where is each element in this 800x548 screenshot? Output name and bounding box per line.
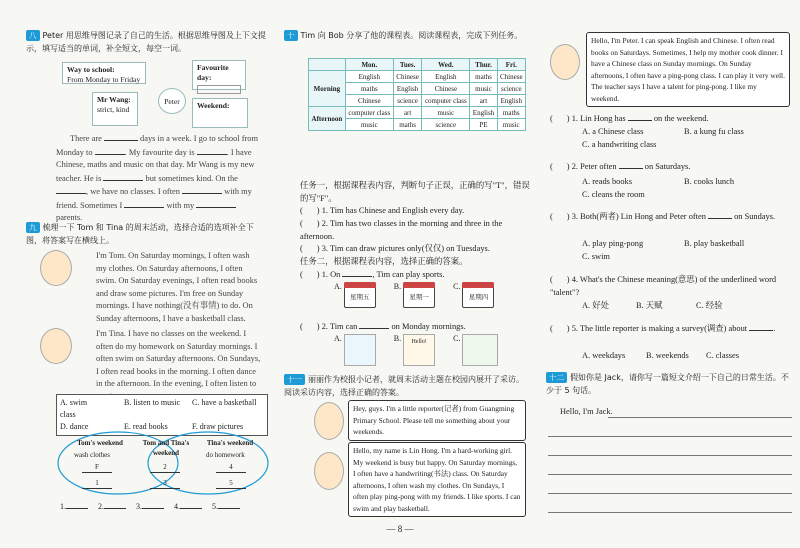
table-row: maths English Chinese music science [309, 83, 526, 95]
t1-q1: ( ) 1. Tim has Chinese and English every day. [300, 206, 465, 215]
peter-avatar [550, 44, 580, 80]
q-4: ( ) 4. What's the Chinese meaning(意思) of the underlined word "talent"? [550, 275, 777, 297]
section-badge: 十一 [284, 374, 305, 385]
section-12-title: 十二 假如你是 Jack，请你写一篇短文介绍一下自己的日常生活。不少于 5 句话。 [546, 373, 789, 395]
column-middle [280, 0, 530, 548]
playground-pic [462, 334, 498, 366]
section-9-title: 九 梳理一下 Tom 和 Tina 的周末活动，选择合适的选项补全下图，将答案写在横线上。 [26, 223, 254, 245]
essay-start: Hello, I'm Jack. [560, 407, 613, 416]
section-10-title: 十 Tim 向 Bob 分享了他的课程表。阅读课程表，完成下列任务。 [284, 30, 530, 43]
mindmap-school-box: Way to school: From Monday to Friday [62, 62, 146, 84]
writing-line[interactable] [548, 474, 792, 475]
t1-q2: ( ) 2. Tim has two classes in the morning and three in the afternoon. [300, 219, 503, 241]
section-8-passage: There are days in a week. I go to school from Monday to . My favourite day is . I have Chinese, maths and music on that day. Mr Wang is my new teacher. He is but sometimes kind. On the , we have no classes. I often with my friend. Sometimes I with my parents. [56, 134, 258, 222]
writing-line[interactable] [548, 512, 792, 513]
hello-pic: Hello! [403, 334, 435, 366]
calendar-icon: 星期五 [344, 282, 376, 308]
painting-pic [344, 334, 376, 366]
section-8-title: 八 Peter 用思维导图记录了自己的生活。根据思维导图及上下文提示，填写适当的单词，补全短文，每空一词。 [26, 31, 266, 53]
q-3: ( ) 3. Both(两者) Lin Hong and Peter often on Sundays. [550, 212, 776, 221]
q-2: ( ) 2. Peter often on Saturdays. [550, 162, 691, 171]
calendar-icon: 星期一 [403, 282, 435, 308]
q-1: ( ) 1. Lin Hong has on the weekend. [550, 114, 709, 123]
table-row: Afternoon computer class art music English maths [309, 107, 526, 119]
options-box: A. swim B. listen to music C. have a basketball class D. dance E. read books F. draw pictures [56, 394, 268, 436]
section-11-title: 十一 丽丽作为校报小记者，就周末活动主题在校园内展开了采访。阅读采访内容，选择正确的答案。 [284, 375, 524, 397]
writing-line[interactable] [608, 417, 792, 418]
task2-text: 任务二，根据课程表内容，选择正确的答案。 [300, 257, 468, 266]
section-badge: 八 [26, 30, 40, 41]
t2-q1-options: A. 星期五 B. 星期一 C. 星期四 [334, 282, 524, 308]
table-row: Morning English Chinese English maths Chinese [309, 71, 526, 83]
mindmap-wang-box: Mr Wang: strict, kind [92, 92, 138, 126]
tina-text: I'm Tina. I have no classes on the weekend. I often do my homework on Saturday mornings. I often swim on Saturday afternoons. On Sundays, I often read books in the morning. I often dance in the afternoon. In the evening, I often listen to [96, 329, 261, 388]
table-row: Chinese science computer class art English [309, 95, 526, 107]
t2-q2: ( ) 2. Tim can on Monday mornings. [300, 322, 466, 331]
answer-line: 1. 2. 3. 4. 5. [60, 500, 272, 514]
section-badge: 十 [284, 30, 298, 41]
page-number: — 8 — [386, 524, 414, 534]
calendar-icon: 星期四 [462, 282, 494, 308]
table-row: Mon. Tues. Wed. Thur. Fri. [309, 59, 526, 71]
t2-q1: ( ) 1. On , Tim can play sports. [300, 270, 445, 279]
writing-line[interactable] [548, 455, 792, 456]
q-4-options: A. 好处 B. 天赋 C. 经验 [582, 301, 723, 310]
q-2-options: A. reads books B. cooks lunch C. cleans the room [582, 177, 735, 199]
lili-avatar [314, 402, 344, 440]
writing-line[interactable] [548, 436, 792, 437]
task1-text: 任务一，根据课程表内容，判断句子正误，正确的写"T"，错误的写"F"。 [300, 181, 530, 203]
t2-q2-options: A. B. Hello! C. [334, 334, 524, 366]
reporter-bubble: Hey, guys. I'm a little reporter(记者) from Guangming Primary School. Please tell me something about your weekends. [348, 400, 526, 441]
mindmap-peter-center: Peter [158, 88, 186, 114]
q-5: ( ) 5. The little reporter is making a survey(调查) about . [550, 324, 776, 333]
tom-text: I'm Tom. On Saturday mornings, I often wash my clothes. On Saturday afternoons, I often swim. On Saturday evenings, I often read books and draw some pictures. I'm free on Sunday mornings. I have nothing(没有事情) to do. On Sunday afternoons, I have a basketball class. [96, 251, 258, 323]
t1-q3: ( ) 3. Tim can draw pictures only(仅仅) on Tuesdays. [300, 244, 490, 253]
section-badge: 十二 [546, 372, 567, 383]
q-1-options: A. a Chinese class B. a kung fu class C. a handwriting class [582, 127, 744, 149]
q-3-options: A. play ping-pong B. play basketball C. swim [582, 239, 745, 261]
q-5-options: A. weekdays B. weekends C. classes [582, 351, 740, 360]
mindmap-favourite-box: Favourite day: [192, 60, 246, 90]
mindmap-weekend-box: Weekend: [192, 98, 248, 128]
table-row: music maths science PE music [309, 119, 526, 131]
peter-bubble: Hello, I'm Peter. I can speak English and Chinese. I often read books on Saturdays. Sometimes, I help my mother cook dinner. I have a Chinese class on Sunday mornings. On Sunday afternoons, I often have a ping-pong class. I can play it very well. The teacher says I have a talent for ping-pong. I like my weekend. [586, 32, 790, 107]
linhong-bubble: Hello, my name is Lin Hong. I'm a hard-working girl. My weekend is busy but happy. On Saturday mornings, I often have a handwriting(书法) class. On Saturday afternoons, I often wash my clothes. On Sundays, I often play ping-pong with my friends. I like sports. I can swim and play basketball. [348, 442, 526, 517]
linhong-avatar [314, 452, 344, 490]
writing-line[interactable] [548, 493, 792, 494]
column-right [538, 0, 800, 548]
column-left: 八 Peter 用思维导图记录了自己的生活。根据思维导图及上下文提示，填写适当的单词，补全短文，每空一词。 Way to school: From Monday to Friday Favourite day: Mr Wang: strict, kind Peter Weekend: There are days in a week. I go to school from Monday to . My favourite day is . I have Chinese, maths and music on that day. Mr Wang is my new teacher. He is but sometimes kind. On the , we have no classes. I often with my friend. Sometimes I with my parents. 九 梳理一下 Tom 和 Tina 的周末活动，选择合适的选项补全下图，将答案写在横线上。 I'm Tom. On Saturday mornings, I often wash my clothes. On Saturday afternoons, I often swim. On Saturday evenings, I often read books and draw some pictures. I'm free on Sunday mornings. I have nothing(没有事情) to do. On Sunday afternoons, I have a basketball class. I'm Tina. I have no classes on the weekend. I often do my homework on Saturday mornings. I often swim on Saturday afternoons. On Sundays, I often read books in the morning. I often dance in the afternoon. In the evening, I often listen to A. swim B. listen to music C. have a basketball class D. dance E. read books F. draw pictures Tom's weekend Tom and Tina's weekend Tina's weekend wash clothes do homework F 1 2 3 4 5 1. 2. 3. 4. 5. [0, 0, 272, 548]
section-badge: 九 [26, 222, 40, 233]
timetable [308, 58, 526, 131]
